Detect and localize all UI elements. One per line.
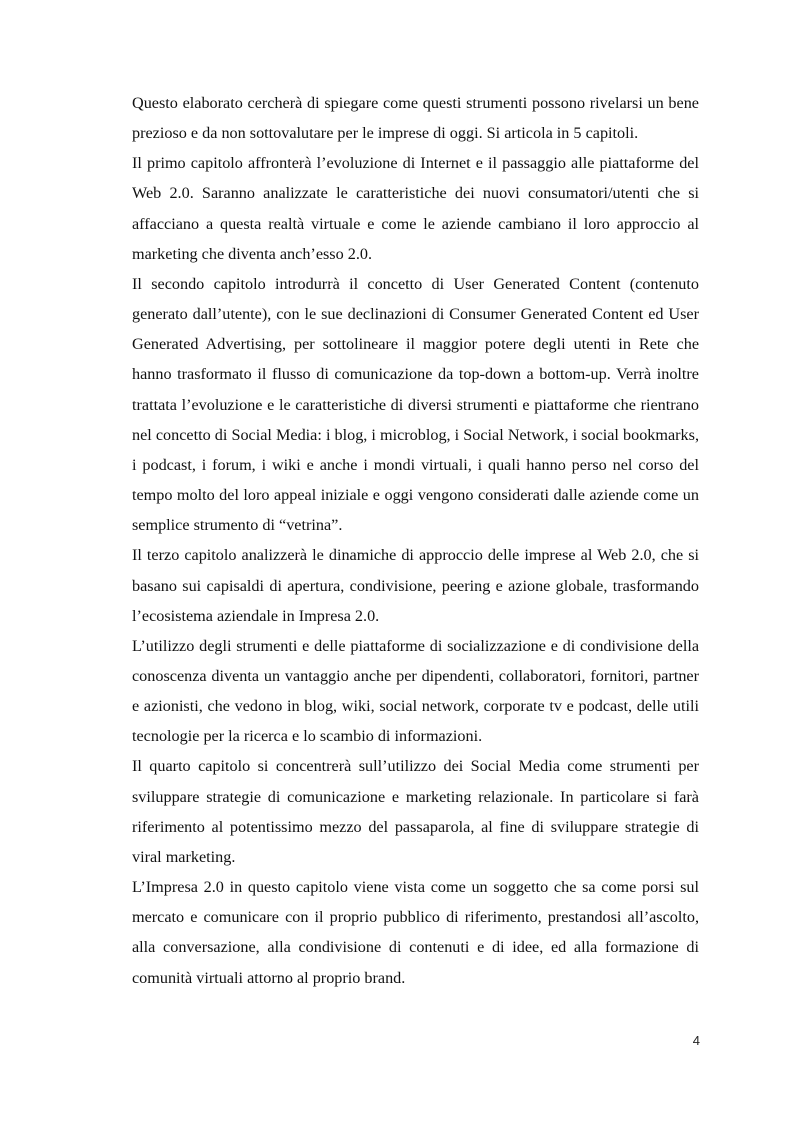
paragraph-chapter-3: Il terzo capitolo analizzerà le dinamiche di approccio delle imprese al Web 2.0, che si basano sui capisaldi di apertura, condivisione, peering e azione globale, trasformando l’ecosistema aziendale in Impresa 2.0. [132,546,699,625]
paragraph-chapter-3-tools: L’utilizzo degli strumenti e delle piattaforme di socializzazione e di condivisione della conoscenza diventa un vantaggio anche per dipendenti, collaboratori, fornitori, partner e azionisti, che vedono in blog, wiki, social network, corporate tv e podcast, delle utili tecnologie per la ricerca e lo scambio di informazioni. [132,636,699,746]
paragraph-chapter-2: Il secondo capitolo introdurrà il concetto di User Generated Content (contenuto generato dall’utente), con le sue declinazioni di Consumer Generated Content ed User Generated Advertising, per sottolineare il maggior potere degli utenti in Rete che hanno trasformato il flusso di comunicazione da top-down a bottom-up. Verrà inoltre trattata l’evoluzione e le caratteristiche di diversi strumenti e piattaforme che rientrano nel concetto di Social Media: i blog, i microblog, i Social Network, i social bookmarks, i podcast, i forum, i wiki e anche i mondi virtuali, i quali hanno perso nel corso del tempo molto del loro appeal iniziale e oggi vengono considerati dalle aziende come un semplice strumento di “vetrina”. [132,274,699,535]
paragraph-intro: Questo elaborato cercherà di spiegare come questi strumenti possono rivelarsi un bene prezioso e da non sottovalutare per le imprese di oggi. Si articola in 5 capitoli. [132,94,699,143]
paragraph-chapter-4: Il quarto capitolo si concentrerà sull’utilizzo dei Social Media come strumenti per sviluppare strategie di comunicazione e marketing relazionale. In particolare si farà riferimento al potentissimo mezzo del passaparola, al fine di sviluppare strategie di viral marketing. [132,757,699,866]
paragraph-chapter-4-impresa: L’Impresa 2.0 in questo capitolo viene vista come un soggetto che sa come porsi sul mercato e comunicare con il proprio pubblico di riferimento, prestandosi all’ascolto, alla conversazione, alla condivisione di contenuti e di idee, ed alla formazione di comunità virtuali attorno al proprio brand. [132,878,699,987]
body-text [132,88,699,993]
page-number: 4 [692,1033,700,1048]
paragraph-chapter-1: Il primo capitolo affronterà l’evoluzione di Internet e il passaggio alle piattaforme del Web 2.0. Saranno analizzate le caratteristiche dei nuovi consumatori/utenti che si affacciano a questa realtà virtuale e come le aziende cambiano il loro approccio al marketing che diventa anch’esso 2.0. [132,154,699,263]
